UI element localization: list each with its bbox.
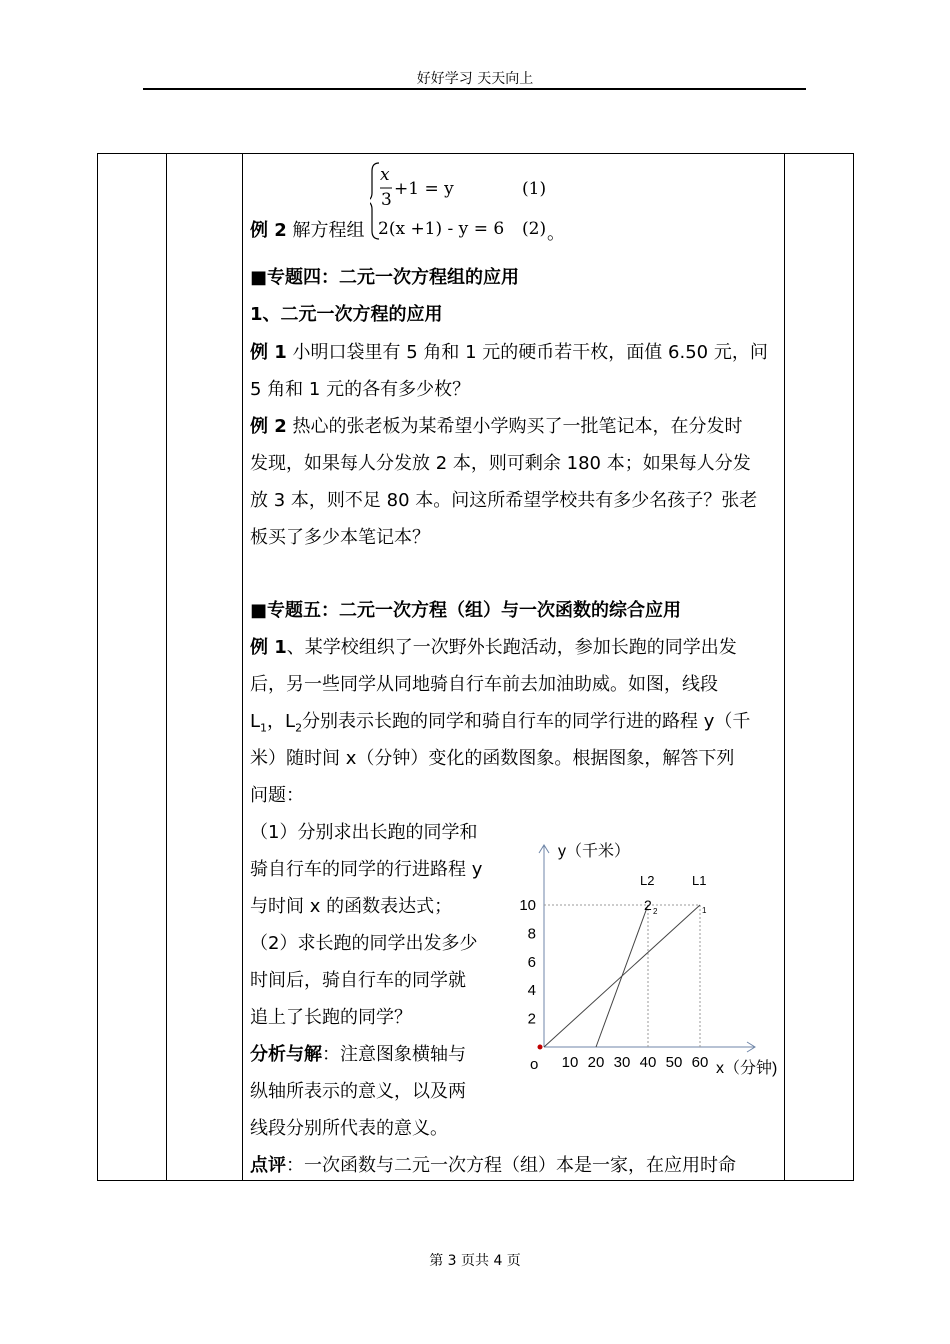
fraction-denominator: 3 — [381, 190, 392, 210]
y-tick-label: 8 — [527, 925, 536, 943]
example-1-line-2: 5 角和 1 元的各有多少枚？ — [250, 379, 471, 400]
example-2-text: 解方程组 — [292, 220, 365, 241]
y-axis-label: y（千米） — [558, 843, 631, 860]
table-column-divider-2 — [242, 154, 243, 1180]
example-5-line-2: 后，另一些同学从同地骑自行车前去加油助威。如图，线段 — [250, 674, 718, 695]
analysis-line-2: 纵轴所表示的意义，以及两 — [250, 1081, 466, 1102]
example-1-text: 小明口袋里有 5 角和 1 元的硬币若干枚，面值 6.50 元，问 — [286, 342, 768, 363]
example-2-tail: 。 — [547, 223, 565, 244]
comment-label: 点评 — [250, 1155, 286, 1176]
segment-l1-label: L — [250, 711, 261, 732]
example-5-line-3 — [250, 711, 750, 733]
analysis-label: 分析与解 — [250, 1044, 322, 1065]
example-5-line-4: 米）随时间 x（分钟）变化的函数图象。根据图象，解答下列 — [250, 748, 735, 769]
series-end-label-l2: 2 — [644, 897, 652, 913]
y-tick-label: 6 — [527, 953, 536, 971]
equation-1-tag: (1) — [522, 179, 547, 199]
example-2-label: 例 2 — [250, 220, 287, 241]
subsection-1-title: 1、二元一次方程的应用 — [250, 304, 443, 325]
header-rule — [143, 88, 806, 90]
series-name-l1: L1 — [692, 873, 707, 888]
page-footer: 第 3 页共 4 页 — [429, 1253, 521, 1269]
y-tick-label: 2 — [527, 1010, 536, 1028]
example-2-solve — [250, 220, 365, 242]
example-2b-text: 热心的张老板为某希望小学购买了一批笔记本，在分发时 — [286, 416, 743, 437]
example-5-line-3-rest: 分别表示长跑的同学和骑自行车的同学行进的路程 y（千 — [302, 711, 751, 732]
chart-svg — [510, 835, 785, 1085]
example-5-text: 、某学校组织了一次野外长跑活动，参加长跑的同学出发 — [286, 637, 737, 658]
segment-l2-label: L — [285, 711, 296, 732]
question-1-line-1: （1）分别求出长跑的同学和 — [250, 822, 478, 843]
y-tick-label: 4 — [527, 982, 536, 1000]
question-1-line-2: 骑自行车的同学的行进路程 y — [250, 859, 483, 880]
example-2-line-1 — [250, 416, 743, 438]
series-end-sub-l2: 2 — [653, 907, 658, 916]
segment-l2-sub: 2 — [295, 721, 303, 735]
example-1-label: 例 1 — [250, 342, 287, 363]
x-axis-label: x（分钟) — [716, 1060, 778, 1077]
x-tick-label: 30 — [613, 1054, 631, 1071]
equation-system — [370, 161, 570, 241]
example-2-line-4: 板买了多少本笔记本？ — [250, 527, 430, 548]
series-line-l2 — [596, 905, 648, 1047]
question-1-line-3: 与时间 x 的函数表达式； — [250, 896, 453, 917]
x-tick-label: 50 — [665, 1054, 683, 1071]
question-2-line-1: （2）求长跑的同学出发多少 — [250, 933, 478, 954]
x-tick-label: 20 — [587, 1054, 605, 1071]
example-1-line-1 — [250, 342, 768, 364]
analysis-text: ：注意图象横轴与 — [322, 1044, 466, 1065]
series-name-l2: L2 — [640, 873, 655, 888]
y-tick-label: 10 — [519, 897, 536, 914]
example-2-line-2: 发现，如果每人分发放 2 本，则可剩余 180 本；如果每人分发 — [250, 453, 751, 474]
x-tick-label: 60 — [691, 1054, 709, 1071]
page-header: 好好学习 天天向上 — [416, 71, 534, 87]
example-2-line-3: 放 3 本，则不足 80 本。问这所希望学校共有多少名孩子？张老 — [250, 490, 758, 511]
segment-separator: ， — [267, 711, 286, 732]
question-2-line-3: 追上了长跑的同学？ — [250, 1007, 412, 1028]
comment-text: ：一次函数与二元一次方程（组）本是一家，在应用时命 — [286, 1155, 736, 1176]
analysis-line-3: 线段分别所代表的意义。 — [250, 1118, 448, 1139]
equation-2-tag: (2) — [522, 219, 547, 239]
example-5-line-1 — [250, 637, 737, 659]
equation-2: 2(x +1) - y = 6 — [378, 219, 505, 239]
question-2-line-2: 时间后，骑自行车的同学就 — [250, 970, 466, 991]
topic-5-title: ■专题五：二元一次方程（组）与一次函数的综合应用 — [250, 600, 682, 621]
origin-dot — [538, 1045, 543, 1050]
topic-4-title: ■专题四：二元一次方程组的应用 — [250, 267, 520, 288]
table-column-divider-1 — [166, 154, 167, 1180]
example-2b-label: 例 2 — [250, 416, 287, 437]
equation-1-rest: +1 = y — [394, 179, 454, 199]
example-5-line-5: 问题： — [250, 785, 304, 806]
series-end-label-l1: 1 — [702, 906, 707, 915]
analysis-line-1 — [250, 1044, 466, 1066]
comment-line-1 — [250, 1155, 736, 1177]
segment-l1-sub: 1 — [260, 721, 268, 735]
x-tick-label: 10 — [561, 1054, 579, 1071]
origin-label: o — [530, 1056, 539, 1073]
distance-time-chart — [510, 835, 785, 1085]
example-5-label: 例 1 — [250, 637, 287, 658]
x-tick-label: 40 — [639, 1054, 657, 1071]
fraction-numerator: x — [380, 165, 390, 185]
